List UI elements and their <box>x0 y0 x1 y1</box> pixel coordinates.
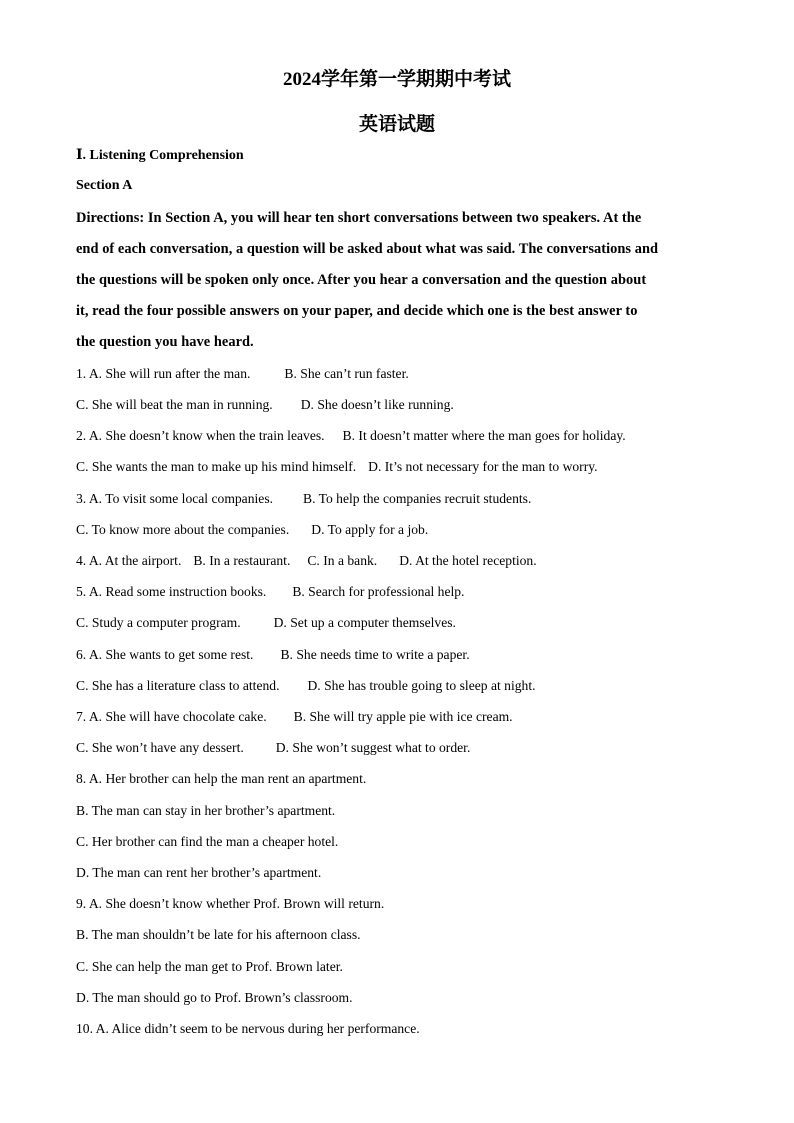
directions-line-1: Directions: In Section A, you will hear ten short conversations between two speakers. At the <box>76 210 642 226</box>
q7-option-c: C. She won’t have any dessert. <box>76 740 244 755</box>
q5-option-d: D. Set up a computer themselves. <box>273 615 456 630</box>
q2-option-a: 2. A. She doesn’t know when the train leaves. <box>76 428 325 443</box>
question-3-row-2 <box>76 522 428 538</box>
q6-option-c: C. She has a literature class to attend. <box>76 678 280 693</box>
question-4-row <box>76 553 537 569</box>
question-1-row-2 <box>76 397 454 413</box>
q4-option-c: C. In a bank. <box>307 553 378 568</box>
part-heading: Ⅰ. Listening Comprehension <box>76 148 244 163</box>
q3-option-b: B. To help the companies recruit students. <box>303 491 532 506</box>
question-2-row-2 <box>76 459 598 475</box>
q4-option-b: B. In a restaurant. <box>193 553 291 568</box>
section-heading: Section A <box>76 178 133 193</box>
q6-option-d: D. She has trouble going to sleep at night. <box>307 678 536 693</box>
q4-option-d: D. At the hotel reception. <box>399 553 537 568</box>
q7-option-b: B. She will try apple pie with ice cream. <box>293 709 513 724</box>
q1-option-a: 1. A. She will run after the man. <box>76 366 251 381</box>
question-7-row-1 <box>76 709 513 725</box>
q7-option-d: D. She won’t suggest what to order. <box>275 740 471 755</box>
question-8-option-c: C. Her brother can find the man a cheaper hotel. <box>76 834 339 849</box>
exam-subject: 英语试题 <box>358 114 435 135</box>
question-10-option-a: 10. A. Alice didn’t seem to be nervous during her performance. <box>76 1021 420 1036</box>
directions-line-2: end of each conversation, a question will be asked about what was said. The conversations and <box>76 241 659 257</box>
q1-option-d: D. She doesn’t like running. <box>300 397 454 412</box>
q6-option-b: B. She needs time to write a paper. <box>280 647 470 662</box>
question-8-option-b: B. The man can stay in her brother’s apartment. <box>76 803 336 818</box>
question-7-row-2 <box>76 740 470 756</box>
question-6-row-2 <box>76 678 536 694</box>
q6-option-a: 6. A. She wants to get some rest. <box>76 647 254 662</box>
directions-line-3: the questions will be spoken only once. After you hear a conversation and the question about <box>76 272 647 288</box>
question-6-row-1 <box>76 647 470 663</box>
q5-option-c: C. Study a computer program. <box>76 615 241 630</box>
exam-title: 2024学年第一学期期中考试 <box>282 69 511 90</box>
q1-option-b: B. She can’t run faster. <box>284 366 409 381</box>
q3-option-a: 3. A. To visit some local companies. <box>76 491 274 506</box>
question-9-option-a: 9. A. She doesn’t know whether Prof. Brown will return. <box>76 896 385 911</box>
directions-line-4: it, read the four possible answers on your paper, and decide which one is the best answer to <box>76 303 638 319</box>
q2-option-b: B. It doesn’t matter where the man goes for holiday. <box>342 428 626 443</box>
question-5-row-2 <box>76 615 456 631</box>
q4-option-a: 4. A. At the airport. <box>76 553 182 568</box>
question-2-row-1 <box>76 428 626 444</box>
question-1-row-1 <box>76 366 409 382</box>
q3-option-d: D. To apply for a job. <box>311 522 429 537</box>
question-8-option-d: D. The man can rent her brother’s apartment. <box>76 865 322 880</box>
question-9-option-b: B. The man shouldn’t be late for his afternoon class. <box>76 927 361 942</box>
q2-option-c: C. She wants the man to make up his mind himself. <box>76 459 357 474</box>
q1-option-c: C. She will beat the man in running. <box>76 397 273 412</box>
question-8-option-a: 8. A. Her brother can help the man rent an apartment. <box>76 771 367 786</box>
question-5-row-1 <box>76 584 464 600</box>
q5-option-b: B. Search for professional help. <box>292 584 465 599</box>
directions-line-5: the question you have heard. <box>76 334 254 350</box>
q3-option-c: C. To know more about the companies. <box>76 522 290 537</box>
q5-option-a: 5. A. Read some instruction books. <box>76 584 267 599</box>
question-9-option-d: D. The man should go to Prof. Brown’s classroom. <box>76 990 353 1005</box>
question-3-row-1 <box>76 491 531 507</box>
question-9-option-c: C. She can help the man get to Prof. Brown later. <box>76 959 343 974</box>
q7-option-a: 7. A. She will have chocolate cake. <box>76 709 267 724</box>
q2-option-d: D. It’s not necessary for the man to worry. <box>368 459 598 474</box>
